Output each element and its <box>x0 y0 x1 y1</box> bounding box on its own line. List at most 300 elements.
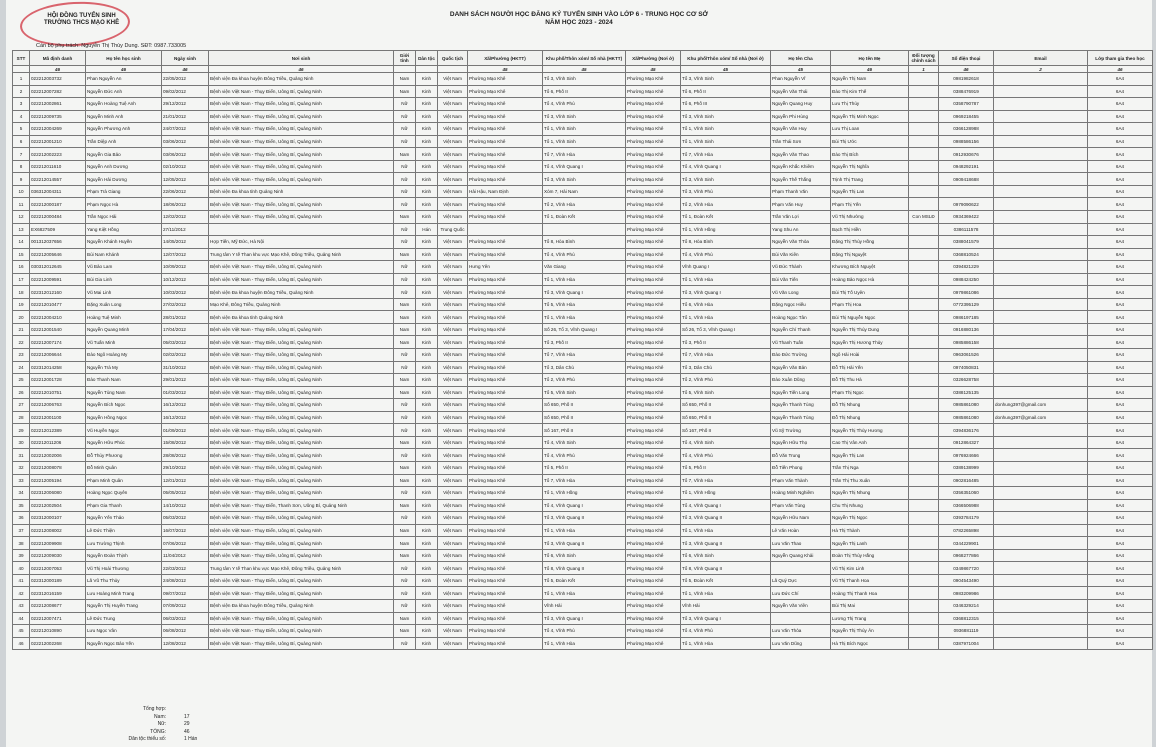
table-cell: Phường Mạo Khê <box>468 323 543 336</box>
table-cell: Nguyễn Thanh Tùng <box>771 411 831 424</box>
table-cell: 0985886158 <box>939 336 994 349</box>
document-page <box>6 0 1152 747</box>
table-cell: Việt Nam <box>438 236 468 249</box>
table-cell: 6A4 <box>1088 625 1153 638</box>
table-cell <box>994 236 1088 249</box>
table-row <box>13 612 1153 625</box>
table-cell: Nguyễn Anh Dương <box>86 160 162 173</box>
table-cell: Bùi Thị Ước <box>831 135 909 148</box>
column-code: 45 <box>468 66 543 73</box>
table-cell: Tổ 4, Vĩnh Quang I <box>543 499 626 512</box>
table-cell: Nữ <box>394 198 416 211</box>
column-code <box>416 66 438 73</box>
table-cell: Số 650, Phố II <box>681 399 771 412</box>
table-cell: Kinh <box>416 248 438 261</box>
table-cell: Tổ 4, Vĩnh Quang I <box>681 499 771 512</box>
table-cell <box>909 198 939 211</box>
table-cell: Phan Nguyễn An <box>86 73 162 86</box>
table-cell: Yang Shu An <box>771 223 831 236</box>
table-cell: Tổ 3, Vĩnh Phú <box>681 185 771 198</box>
table-cell: 16/07/2012 <box>162 524 209 537</box>
table-cell: Kinh <box>416 135 438 148</box>
table-cell: Đặng Thị Nguyệt <box>831 248 909 261</box>
table-cell: Kinh <box>416 625 438 638</box>
table-cell: Phường Mạo Khê <box>626 461 681 474</box>
table-cell: Kinh <box>416 98 438 111</box>
table-cell: 0934369422 <box>939 211 994 224</box>
table-cell: Vũ Thanh Tuấn <box>771 336 831 349</box>
table-cell: Phường Mạo Khê <box>626 562 681 575</box>
table-cell: Kinh <box>416 537 438 550</box>
table-cell: Đặng Thị Thúy Hồng <box>831 236 909 249</box>
table-cell <box>994 311 1088 324</box>
table-cell: Nguyễn Văn Thỏa <box>771 236 831 249</box>
table-cell: 6A4 <box>1088 461 1153 474</box>
table-cell: 022212000187 <box>30 198 86 211</box>
table-cell: Đỗ Tiến Phong <box>771 461 831 474</box>
table-cell <box>909 574 939 587</box>
table-cell: Tổ 4, Vĩnh Phú <box>543 449 626 462</box>
table-cell: Nam <box>394 248 416 261</box>
table-cell: Phường Mạo Khê <box>626 436 681 449</box>
table-cell: Vũ Thị Nhường <box>831 211 909 224</box>
table-row <box>13 85 1153 98</box>
table-cell: 022212009908 <box>30 537 86 550</box>
table-cell: 14 <box>13 236 30 249</box>
column-code: 46 <box>209 66 394 73</box>
table-cell: 0909418688 <box>939 173 994 186</box>
table-cell: Phường Mạo Khê <box>626 236 681 249</box>
table-cell: Bệnh viện Việt Nam - Thụy Điển, Uông Bí, Quảng Ninh <box>209 198 394 211</box>
table-cell: Bệnh viện Việt Nam - Thụy Điển, Uông Bí, Quảng Ninh <box>209 211 394 224</box>
table-cell: Phường Mạo Khê <box>468 537 543 550</box>
table-cell: Phường Mạo Khê <box>626 123 681 136</box>
column-header: Nơi sinh <box>209 51 394 66</box>
table-cell: Phường Mạo Khê <box>626 336 681 349</box>
table-cell: Việt Nam <box>438 148 468 161</box>
table-row <box>13 349 1153 362</box>
table-cell: Phường Mạo Khê <box>468 173 543 186</box>
table-cell: Tổ 1, Vĩnh Hồng <box>681 223 771 236</box>
table-cell: 21 <box>13 323 30 336</box>
summary-block <box>86 706 197 744</box>
table-cell <box>939 185 994 198</box>
table-cell <box>909 599 939 612</box>
table-cell: 16/12/2012 <box>162 399 209 412</box>
table-cell: 022212005194 <box>30 474 86 487</box>
table-cell <box>909 98 939 111</box>
table-row <box>13 248 1153 261</box>
table-cell: Việt Nam <box>438 185 468 198</box>
table-cell: Yang Kiệt Hồng <box>86 223 162 236</box>
table-cell: Việt Nam <box>438 273 468 286</box>
table-row <box>13 487 1153 500</box>
table-cell: Kinh <box>416 487 438 500</box>
table-cell <box>994 198 1088 211</box>
table-row <box>13 198 1153 211</box>
table-cell <box>909 587 939 600</box>
table-cell: Bệnh viện Việt Nam - Thụy Điển, Uông Bí, Quảng Ninh <box>209 549 394 562</box>
table-row <box>13 223 1153 236</box>
table-cell: Đỗ Thị Nhung <box>831 411 909 424</box>
table-cell <box>909 474 939 487</box>
table-cell: Tổ 5, Vĩnh Sinh <box>543 386 626 399</box>
table-cell: Bệnh viện Việt Nam - Thụy Điển, Uông Bí, Quảng Ninh <box>209 461 394 474</box>
table-cell: Nam <box>394 73 416 86</box>
table-cell: Việt Nam <box>438 336 468 349</box>
table-cell: donhung397@gmail.com <box>994 399 1088 412</box>
table-cell: Tổ 7, Vĩnh Hòa <box>681 349 771 362</box>
table-cell: Nguyễn Văn Thái <box>771 85 831 98</box>
table-cell: Việt Nam <box>438 361 468 374</box>
table-cell: Trần Diệp Anh <box>86 135 162 148</box>
table-cell: Việt Nam <box>438 487 468 500</box>
table-cell: 6A4 <box>1088 424 1153 437</box>
table-cell: 6A4 <box>1088 211 1153 224</box>
table-cell: Số 26, Tổ 3, Vĩnh Quang I <box>681 323 771 336</box>
table-cell: Nam <box>394 612 416 625</box>
table-cell <box>909 411 939 424</box>
table-cell <box>909 562 939 575</box>
table-cell <box>909 487 939 500</box>
table-cell <box>994 248 1088 261</box>
table-cell: Tổ 5, Đoàn Kết <box>543 574 626 587</box>
table-cell: 0988586156 <box>939 135 994 148</box>
table-cell: 0358790787 <box>939 98 994 111</box>
table-cell: 0346329214 <box>939 599 994 612</box>
column-header: Xã/Phường (HKTT) <box>468 51 543 66</box>
table-cell: Nữ <box>394 286 416 299</box>
school-year: NĂM HỌC 2023 - 2024 <box>545 19 613 26</box>
table-cell: Hoàng Ngọc Quyên <box>86 487 162 500</box>
table-cell: Phường Mạo Khê <box>468 512 543 525</box>
table-cell: Hà Thị Thành <box>831 524 909 537</box>
column-header: Dân tộc <box>416 51 438 66</box>
table-row <box>13 474 1153 487</box>
table-cell: Việt Nam <box>438 110 468 123</box>
table-cell: Kinh <box>416 198 438 211</box>
table-cell <box>209 223 394 236</box>
table-cell: Phường Mạo Khê <box>468 637 543 650</box>
table-cell: Hoàng Tuệ Minh <box>86 311 162 324</box>
table-cell: 6A4 <box>1088 148 1153 161</box>
table-cell: 10/09/2012 <box>162 261 209 274</box>
table-cell <box>909 349 939 362</box>
table-cell: Phường Mạo Khê <box>626 499 681 512</box>
table-cell <box>994 160 1088 173</box>
table-cell: Nguyễn Khánh Huyền <box>86 236 162 249</box>
table-cell: 0393784179 <box>939 512 994 525</box>
table-cell: Bệnh viện Việt Nam - Thụy Điển, Uông Bí, Quảng Ninh <box>209 449 394 462</box>
table-row <box>13 323 1153 336</box>
table-cell: Tổ 6, Phố II <box>681 85 771 98</box>
table-cell: Phường Mạo Khê <box>468 461 543 474</box>
table-cell: EX6827509 <box>30 223 86 236</box>
table-cell: Đỗ Văn Trung <box>771 449 831 462</box>
table-cell: Trung tâm Y tế Than khu vực Mạo Khê, Đông Triều, Quảng Ninh <box>209 248 394 261</box>
table-cell: Tổ 3, Vĩnh Quang II <box>681 537 771 550</box>
table-cell: 022212000484 <box>30 211 86 224</box>
table-cell: Nam <box>394 499 416 512</box>
table-cell: Tổ 4, Vĩnh Phú <box>681 625 771 638</box>
table-cell: Tổ 4, Vĩnh Phú <box>543 625 626 638</box>
table-cell: 12/01/2012 <box>162 474 209 487</box>
column-header: Mã định danh <box>30 51 86 66</box>
table-cell: 6A4 <box>1088 135 1153 148</box>
table-cell: 6A4 <box>1088 361 1153 374</box>
table-cell: 022212006644 <box>30 349 86 362</box>
table-cell: Kinh <box>416 160 438 173</box>
table-cell: Khương Bích Nguyệt <box>831 261 909 274</box>
table-cell: Kinh <box>416 148 438 161</box>
table-cell <box>909 286 939 299</box>
table-cell: Bệnh viện Đa khoa tỉnh Quảng Ninh <box>209 185 394 198</box>
table-cell: Phường Mạo Khê <box>468 436 543 449</box>
table-cell: 44 <box>13 612 30 625</box>
table-cell <box>909 173 939 186</box>
table-cell: Nữ <box>394 574 416 587</box>
table-row <box>13 123 1153 136</box>
table-cell <box>994 223 1088 236</box>
table-cell: Kinh <box>416 461 438 474</box>
table-cell: 14/10/2012 <box>162 499 209 512</box>
table-cell: Nam <box>394 311 416 324</box>
table-row <box>13 625 1153 638</box>
table-cell <box>468 223 543 236</box>
table-cell: Nguyễn Đức Anh <box>86 85 162 98</box>
table-cell <box>994 574 1088 587</box>
table-cell: 036312004311 <box>30 185 86 198</box>
table-cell: Tổ 7, Vĩnh Hòa <box>543 148 626 161</box>
school-name: HỘI ĐỒNG TUYỂN SINH TRƯỜNG THCS MẠO KHÊ <box>44 13 120 26</box>
table-cell <box>909 236 939 249</box>
column-header: Số điện thoại <box>939 51 994 66</box>
table-cell: Việt Nam <box>438 98 468 111</box>
table-cell: Kinh <box>416 286 438 299</box>
table-cell: Trần Thị Nga <box>831 461 909 474</box>
table-cell: Lã Quý Dực <box>771 574 831 587</box>
table-cell: Lưu Văn Thỏa <box>771 625 831 638</box>
table-cell: Việt Nam <box>438 123 468 136</box>
table-cell: Tổ 4, Vĩnh Phú <box>681 248 771 261</box>
table-cell: Phường Mạo Khê <box>626 73 681 86</box>
table-cell: Phường Mạo Khê <box>626 323 681 336</box>
table-cell: Nguyễn Văn Huy <box>771 123 831 136</box>
table-cell <box>994 424 1088 437</box>
table-row <box>13 160 1153 173</box>
table-cell: Phường Mạo Khê <box>468 298 543 311</box>
table-cell: Bệnh viện Việt Nam - Thụy Điển, Thanh Sơn, Uông Bí, Quảng Ninh <box>209 499 394 512</box>
table-cell: Phạm Ngọc Hà <box>86 198 162 211</box>
table-cell: Tổ 7, Vĩnh Hòa <box>681 474 771 487</box>
table-cell <box>909 524 939 537</box>
summary-line <box>86 736 197 744</box>
table-cell: 022212010477 <box>30 298 86 311</box>
table-cell: 15 <box>13 248 30 261</box>
table-cell: Đặng Xuân Long <box>86 298 162 311</box>
table-cell: Bạch Thị Hiền <box>831 223 909 236</box>
table-cell: Tổ 3, Dân Chủ <box>681 361 771 374</box>
table-cell: Kinh <box>416 587 438 600</box>
table-cell: Nguyễn Thị Thủy Hương <box>831 424 909 437</box>
table-cell: 11/04/2012 <box>162 549 209 562</box>
column-header: Ngày sinh <box>162 51 209 66</box>
table-cell: 0983209986 <box>939 587 994 600</box>
table-cell: 5 <box>13 123 30 136</box>
table-cell: 6A4 <box>1088 110 1153 123</box>
table-cell: Nguyễn Thị Nhung <box>831 487 909 500</box>
table-cell: Vũ Tuấn Minh <box>86 336 162 349</box>
column-code <box>13 66 30 73</box>
table-cell: Tổ 3, Vĩnh Quang I <box>543 612 626 625</box>
table-cell: 022212006763 <box>30 399 86 412</box>
table-cell <box>909 148 939 161</box>
table-cell: Phường Mạo Khê <box>468 424 543 437</box>
table-cell: 38 <box>13 537 30 550</box>
table-cell: Kinh <box>416 73 438 86</box>
table-cell: Phường Mạo Khê <box>626 211 681 224</box>
table-cell: 23 <box>13 349 30 362</box>
table-cell: 12/05/2012 <box>162 173 209 186</box>
table-cell <box>994 625 1088 638</box>
table-cell: Kinh <box>416 436 438 449</box>
table-cell <box>771 612 831 625</box>
table-cell: 36 <box>13 512 30 525</box>
table-cell: Nam <box>394 211 416 224</box>
table-cell: Việt Nam <box>438 173 468 186</box>
table-cell: Kinh <box>416 499 438 512</box>
table-cell: Tổ 1, Vĩnh Hòa <box>543 524 626 537</box>
table-cell: Nữ <box>394 449 416 462</box>
table-cell <box>994 211 1088 224</box>
table-cell: 10/03/2012 <box>162 286 209 299</box>
table-cell <box>909 386 939 399</box>
table-cell: 022312012160 <box>30 286 86 299</box>
table-cell: Việt Nam <box>438 323 468 336</box>
table-cell <box>994 123 1088 136</box>
table-cell: 022312000107 <box>30 512 86 525</box>
table-cell: 03/06/2012 <box>162 135 209 148</box>
column-header: Giới tính <box>394 51 416 66</box>
table-cell: Việt Nam <box>438 499 468 512</box>
table-cell: Kinh <box>416 524 438 537</box>
table-cell: Phường Mạo Khê <box>468 73 543 86</box>
table-cell: 0387971004 <box>939 637 994 650</box>
table-cell: Tổ 2, Vĩnh Hòa <box>543 198 626 211</box>
table-cell: 29/10/2012 <box>162 461 209 474</box>
table-cell: Ngô Hải Hoài <box>831 349 909 362</box>
table-cell: 6A4 <box>1088 612 1153 625</box>
table-cell: Bệnh viện Đa khoa huyện Đông Triều, Quảng Ninh <box>209 599 394 612</box>
table-cell: Phường Mạo Khê <box>468 587 543 600</box>
table-row <box>13 562 1153 575</box>
table-cell: Tổ 1, Vĩnh Hòa <box>543 273 626 286</box>
table-cell: 6A4 <box>1088 123 1153 136</box>
summary-value: 17 <box>184 713 190 720</box>
table-cell: Đỗ Thị Thu Hà <box>831 374 909 387</box>
table-cell: Nguyễn Thị Minh Ngọc <box>831 110 909 123</box>
table-cell: Nữ <box>394 223 416 236</box>
table-row <box>13 399 1153 412</box>
table-cell: Lê Văn Hoàn <box>771 524 831 537</box>
table-cell: Phường Mạo Khê <box>626 173 681 186</box>
table-cell: Tổ 1, Vĩnh Sinh <box>681 123 771 136</box>
table-cell: Lã Vũ Thu Thủy <box>86 574 162 587</box>
table-cell: 022212010890 <box>30 625 86 638</box>
table-cell: Nguyễn Gia Bảo <box>86 148 162 161</box>
table-cell: Việt Nam <box>438 562 468 575</box>
table-cell <box>909 223 939 236</box>
table-row <box>13 185 1153 198</box>
table-cell: Tổ 4, Vĩnh Phú <box>543 248 626 261</box>
table-cell: Bệnh viện Việt Nam - Thụy Điển, Uông Bí, Quảng Ninh <box>209 399 394 412</box>
table-cell: Tổ 6, Phố III <box>681 98 771 111</box>
table-cell: 06/08/2012 <box>162 625 209 638</box>
table-cell: Phường Mạo Khê <box>468 487 543 500</box>
table-cell: 0968277866 <box>939 549 994 562</box>
summary-line <box>86 706 197 714</box>
table-cell: Nguyễn Quang Khải <box>771 549 831 562</box>
table-cell: Kinh <box>416 386 438 399</box>
table-cell: 37 <box>13 524 30 537</box>
table-cell: Việt Nam <box>438 374 468 387</box>
column-header: Quốc tịch <box>438 51 468 66</box>
table-cell: 6A4 <box>1088 273 1153 286</box>
table-cell: Nguyễn Thế Thắng <box>771 173 831 186</box>
table-cell: Phường Mạo Khê <box>468 160 543 173</box>
table-row <box>13 386 1153 399</box>
table-cell <box>994 562 1088 575</box>
table-cell: Bệnh viện Việt Nam - Thụy Điển, Uông Bí, Quảng Ninh <box>209 160 394 173</box>
table-cell: 05/03/2012 <box>162 512 209 525</box>
table-cell: Phường Mạo Khê <box>468 449 543 462</box>
table-cell: Mạo Khê, Đông Triều, Quảng Ninh <box>209 298 394 311</box>
table-cell: Kinh <box>416 85 438 98</box>
table-cell: 022212007174 <box>30 336 86 349</box>
table-cell: Vĩnh Hải <box>543 599 626 612</box>
table-cell: 8 <box>13 160 30 173</box>
table-cell <box>994 537 1088 550</box>
table-cell: 0986197185 <box>939 311 994 324</box>
table-cell: Nguyễn Đoàn Thịnh <box>86 549 162 562</box>
table-cell: Tổ 8, Vĩnh Quang II <box>681 562 771 575</box>
table-cell: 6A4 <box>1088 198 1153 211</box>
table-cell: Nguyễn Bích Ngọc <box>86 399 162 412</box>
table-cell <box>543 223 626 236</box>
table-cell: Phường Mạo Khê <box>626 424 681 437</box>
table-cell: 022312000189 <box>30 574 86 587</box>
table-cell: Phường Mạo Khê <box>468 474 543 487</box>
table-cell: 12 <box>13 211 30 224</box>
table-cell: 0394836176 <box>939 424 994 437</box>
table-cell: Kinh <box>416 173 438 186</box>
table-cell: Nam <box>394 148 416 161</box>
table-cell: Nam <box>394 549 416 562</box>
table-cell: 18/06/2012 <box>162 198 209 211</box>
summary-value: 1 Hán <box>184 736 198 742</box>
column-header: Email <box>994 51 1088 66</box>
table-cell: 0976924666 <box>939 449 994 462</box>
summary-value: 29 <box>184 721 190 727</box>
table-cell <box>909 336 939 349</box>
table-cell: 0979090622 <box>939 198 994 211</box>
table-cell: Lưu Hoàng Minh Trang <box>86 587 162 600</box>
table-cell: Phường Mạo Khê <box>468 98 543 111</box>
table-cell: 20 <box>13 311 30 324</box>
table-cell: Việt Nam <box>438 512 468 525</box>
table-cell: Phường Mạo Khê <box>626 625 681 638</box>
table-cell: Phạm Trà Giang <box>86 185 162 198</box>
